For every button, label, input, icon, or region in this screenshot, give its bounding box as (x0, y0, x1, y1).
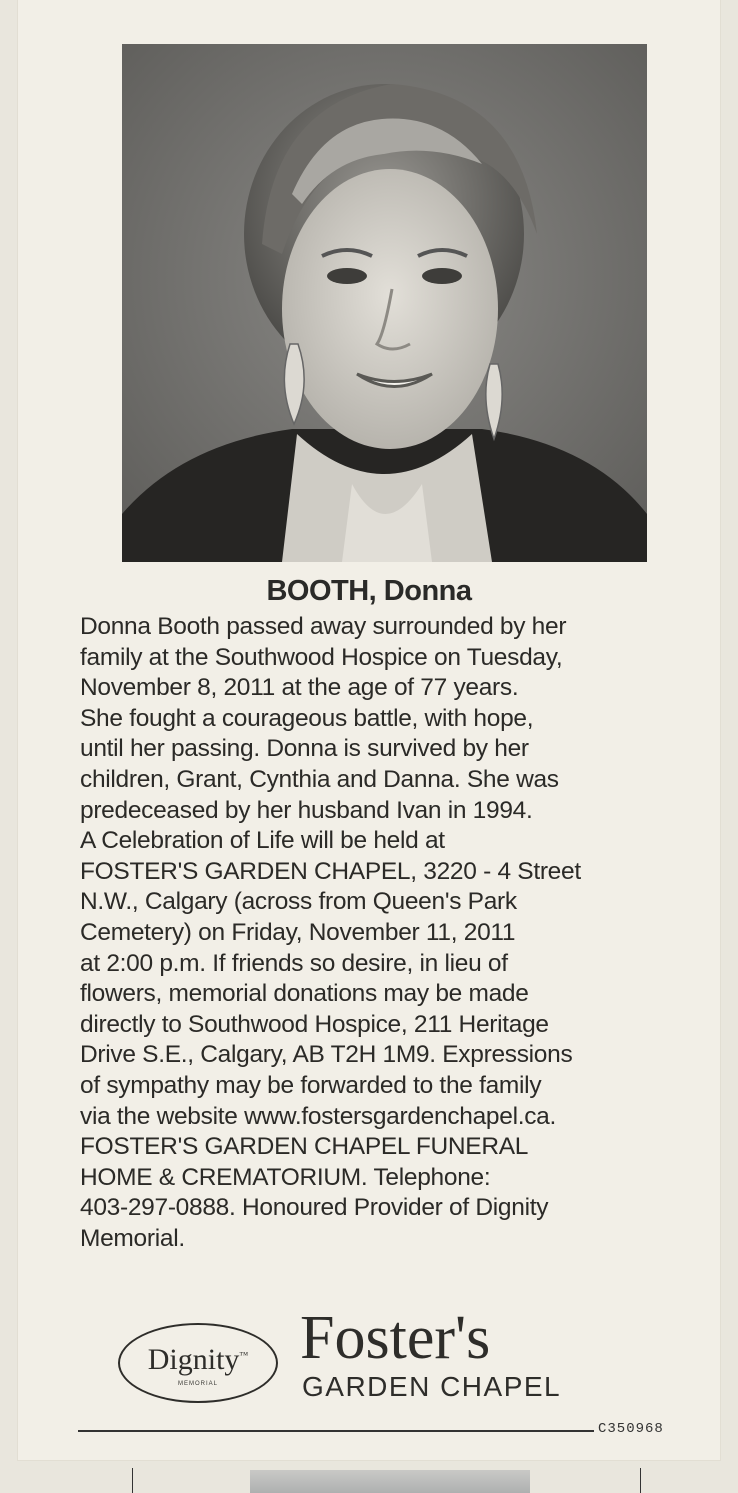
dignity-logo-subtitle: MEMORIAL (177, 1381, 218, 1387)
body-line: flowers, memorial donations may be made (80, 980, 529, 1008)
body-line: Memorial. (80, 1224, 185, 1252)
fosters-logo-wordmark: Foster's (300, 1304, 491, 1372)
obituary-name-heading: BOOTH, Donna (266, 575, 472, 607)
body-line: family at the Southwood Hospice on Tuesday, (80, 643, 563, 671)
body-line: She fought a courageous battle, with hope, (80, 704, 534, 732)
dignity-memorial-logo (118, 1323, 278, 1403)
scan-background-strip (250, 1470, 530, 1493)
portrait-illustration (122, 44, 647, 562)
body-line: predeceased by her husband Ivan in 1994. (80, 796, 533, 824)
dignity-logo-tm: ™ (239, 1350, 249, 1360)
obituary-body (80, 612, 688, 1254)
portrait-photo (122, 44, 647, 562)
body-line: Drive S.E., Calgary, AB T2H 1M9. Expressions (80, 1041, 573, 1069)
footer-rule (78, 1430, 594, 1432)
body-line: of sympathy may be forwarded to the family (80, 1071, 542, 1099)
scan-edge-mark (132, 1468, 133, 1493)
body-line: November 8, 2011 at the age of 77 years. (80, 674, 519, 702)
body-line: FOSTER'S GARDEN CHAPEL, 3220 - 4 Street (80, 857, 581, 885)
body-line: directly to Southwood Hospice, 211 Heritage (80, 1010, 549, 1038)
body-line: Donna Booth passed away surrounded by her (80, 613, 567, 640)
body-line: 403-297-0888. Honoured Provider of Dignity (80, 1194, 549, 1222)
body-line: until her passing. Donna is survived by her (80, 735, 529, 763)
garden-chapel-wordmark: GARDEN CHAPEL (302, 1371, 562, 1402)
body-line: Cemetery) on Friday, November 11, 2011 (80, 918, 516, 946)
body-line: at 2:00 p.m. If friends so desire, in lieu of (80, 949, 508, 977)
body-line: FOSTER'S GARDEN CHAPEL FUNERAL (80, 1133, 529, 1161)
ad-reference-code: C350968 (598, 1421, 664, 1437)
body-line: A Celebration of Life will be held at (80, 827, 445, 855)
body-line: via the website www.fostersgardenchapel.ca. (80, 1102, 556, 1130)
dignity-logo-word: Dignity (147, 1343, 240, 1376)
body-line: N.W., Calgary (across from Queen's Park (80, 888, 517, 916)
body-line: HOME & CREMATORIUM. Telephone: (80, 1163, 491, 1191)
body-line: children, Grant, Cynthia and Danna. She was (80, 765, 559, 793)
scan-edge-mark (640, 1468, 641, 1493)
sponsor-logos (110, 1304, 670, 1415)
